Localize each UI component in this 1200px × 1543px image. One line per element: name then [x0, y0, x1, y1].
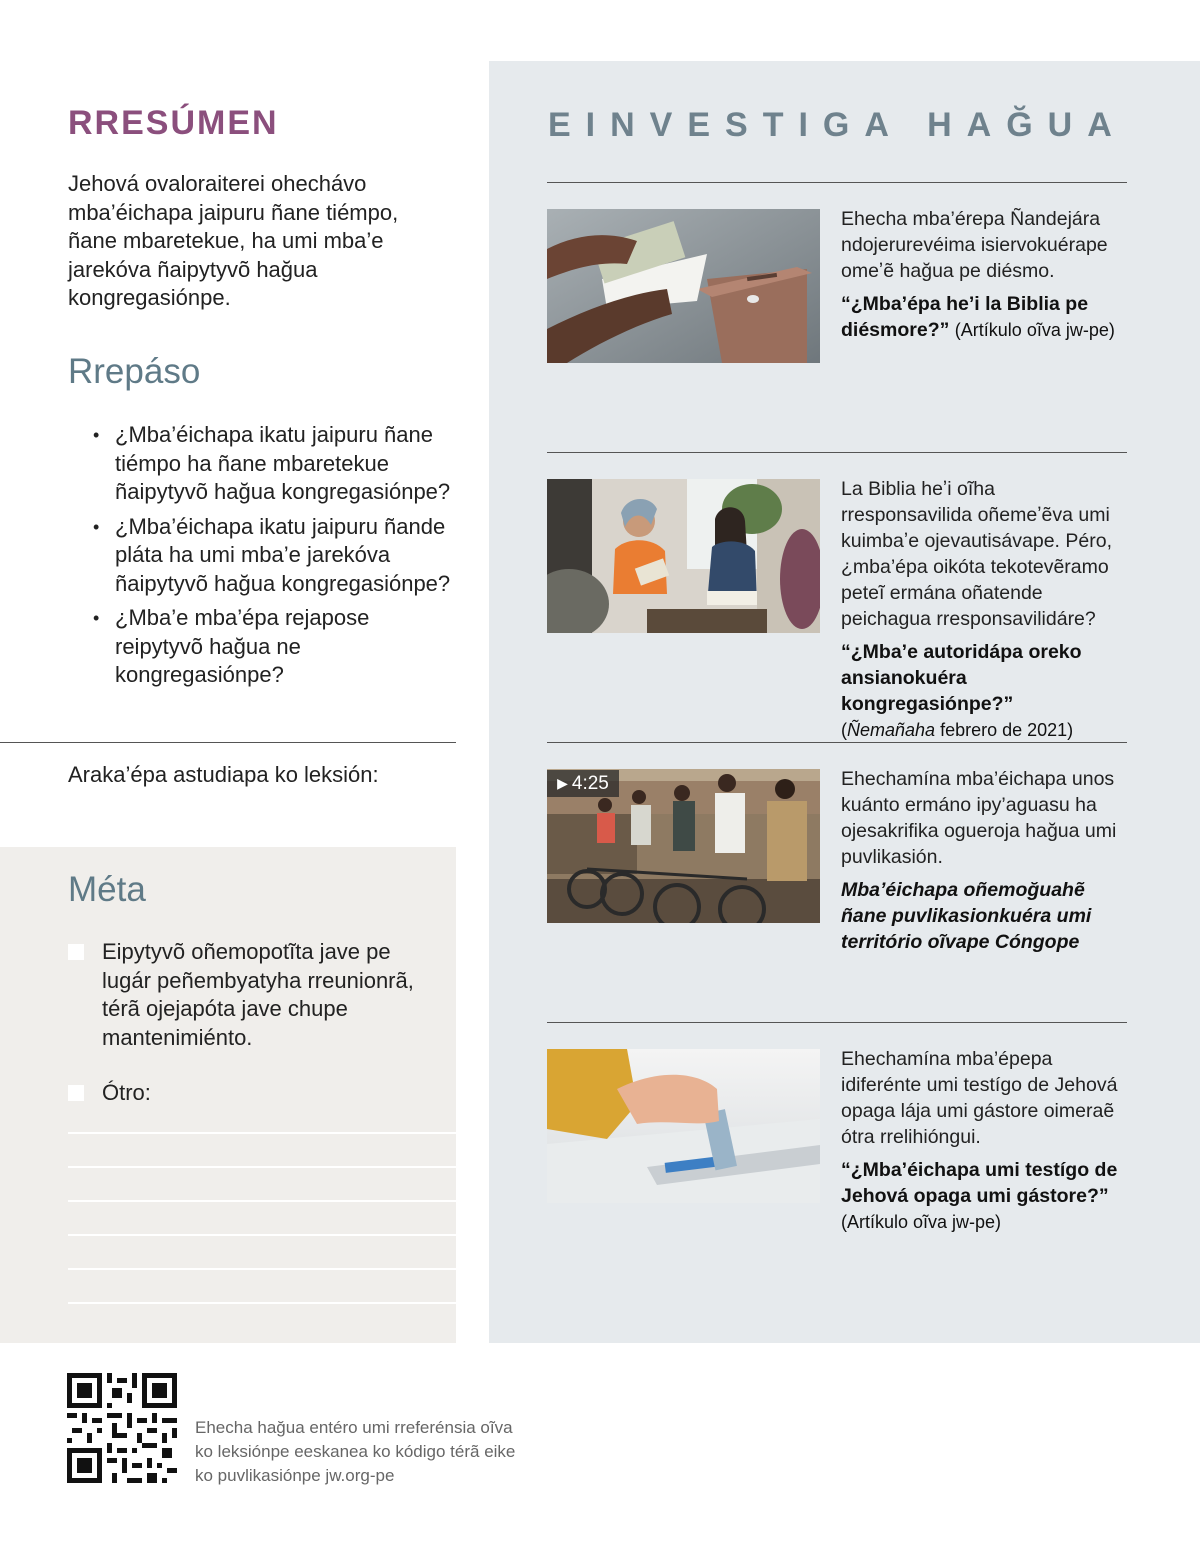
goal-checkbox[interactable] — [68, 1085, 84, 1101]
goal-text: Ótro: — [102, 1080, 151, 1105]
write-line[interactable] — [68, 1302, 456, 1304]
reference-title[interactable]: “¿Mba’épa he’i la Biblia pe diésmore?” — [841, 293, 1089, 341]
review-question: ¿Mba’éichapa ikatu jaipuru ñande pláta ha umi mba’e jarekóva ñaipytyvõ hağua kongregasiónpe? — [115, 513, 451, 596]
summary-text: Jehová ovaloraiterei ohechávo mba’éichapa jaipuru ñane tiémpo, ñane mbaretekue, ha umi mba’e jarekóva ñaipytyvõ hağua kongregasiónpe. — [68, 171, 399, 310]
video-duration: 4:25 — [571, 772, 609, 794]
divider — [547, 742, 1127, 743]
investigate-title: EINVESTIGA HAĞUA — [548, 106, 1127, 144]
bullet-icon: • — [93, 516, 100, 537]
reference-title[interactable]: Mba’éichapa oñemoğuahẽ ñane puvlikasionkuéra umi território oĩvape Cóngope — [841, 879, 1092, 953]
investigate-item-reference[interactable] — [841, 877, 1131, 955]
review-item — [93, 513, 453, 599]
goals-title: Méta — [68, 870, 146, 909]
tithe-donation-image[interactable] — [547, 209, 820, 363]
write-line[interactable] — [68, 1234, 456, 1236]
investigate-item-text: La Biblia heʼi oĩha rresponsavilida oñemeʼẽva umi kuimbaʼe ojevautisávape. Péro, ¿mba’épa oikóta tekotevẽramo peteĩ ermána oñatende peichagua rresponsavilidáre? — [841, 478, 1112, 630]
reference-source: (Artíkulo oĩva jw-pe) — [954, 320, 1115, 340]
footer-text: Ehecha hağua entéro umi rreferénsia oĩva ko leksiónpe eeskanea ko kódigo térã eike ko puvlikasiónpe jw.org-pe — [195, 1418, 516, 1485]
review-title: Rrepáso — [68, 352, 201, 391]
investigate-item-text: Ehechamína mba’épepa idiferénte umi testígo de Jehová opaga lája umi gástore oimeraẽ ótra rrelihióngui. — [841, 1048, 1118, 1148]
reference-title[interactable]: “¿Mba’éichapa umi testígo de Jehová opaga umi gástore?” — [841, 1159, 1118, 1207]
goal-text: Eipytyvõ oñemopotĩta jave pe lugár peñembyatyha rreunionrã, térã ojejapóta jave chupe mantenimiénto. — [102, 939, 414, 1050]
studied-date-label: Araka’épa astudiapa ko leksión: — [68, 762, 379, 787]
reference-source-open: ( — [841, 720, 847, 740]
reference-source-date: febrero de 2021) — [935, 720, 1074, 740]
divider — [547, 452, 1127, 453]
video-duration-badge[interactable] — [547, 770, 619, 797]
qr-code-icon[interactable] — [67, 1373, 177, 1483]
goal-item-other — [68, 1079, 428, 1108]
investigate-item-reference[interactable] — [841, 291, 1131, 343]
divider — [0, 742, 456, 743]
reference-source-publication: Ñemañaha — [847, 720, 936, 740]
play-icon: ▶ — [557, 775, 568, 791]
investigate-item-text: Ehecha mba’érepa Ñandejára ndojerurevéima isiervokuérape omeʼẽ hağua pe diésmo. — [841, 208, 1108, 282]
write-line[interactable] — [68, 1200, 456, 1202]
investigate-item-reference[interactable] — [841, 639, 1131, 743]
review-item — [93, 421, 453, 507]
investigate-item-text: Ehechamína mba’éichapa unos kuánto ermáno ipy’aguasu ha ojesakrifika ogueroja hağua umi puvlikasión. — [841, 768, 1117, 868]
women-bible-study-image[interactable] — [547, 479, 820, 633]
write-line[interactable] — [68, 1132, 456, 1134]
bullet-icon: • — [93, 425, 100, 445]
reference-title[interactable]: “¿Mba’e autoridápa oreko ansianokuéra kongregasiónpe?” — [841, 641, 1082, 715]
investigate-item-reference[interactable] — [841, 1157, 1131, 1235]
review-question: ¿Mba’e mba’épa rejapose reipytyvõ hağua ne kongregasiónpe? — [115, 605, 370, 687]
reference-source: (Artíkulo oĩva jw-pe) — [841, 1212, 1002, 1232]
review-item — [93, 604, 453, 690]
review-list — [93, 421, 453, 696]
donation-box-image[interactable] — [547, 1049, 820, 1203]
goal-item — [68, 938, 428, 1052]
write-line[interactable] — [68, 1166, 456, 1168]
divider — [547, 182, 1127, 183]
bullet-icon: • — [93, 608, 100, 628]
review-question: ¿Mba’éichapa ikatu jaipuru ñane tiémpo ha ñane mbaretekue ñaipytyvõ hağua kongregasiónpe? — [115, 422, 451, 504]
goal-checkbox[interactable] — [68, 944, 84, 960]
summary-title: RRESÚMEN — [68, 104, 279, 142]
divider — [547, 1022, 1127, 1023]
write-line[interactable] — [68, 1268, 456, 1270]
